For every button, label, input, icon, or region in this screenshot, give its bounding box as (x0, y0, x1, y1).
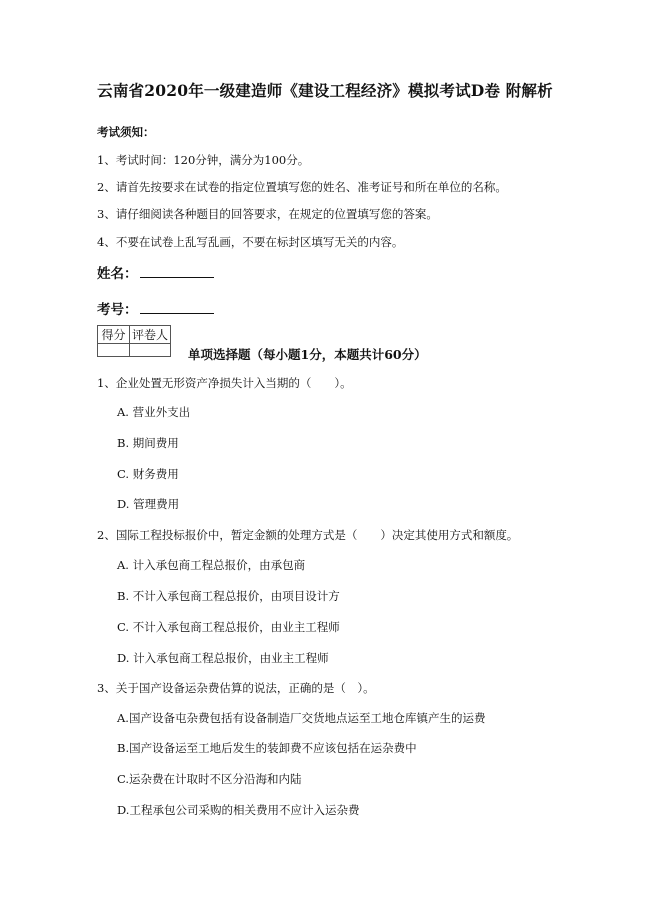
notice-item: 4、不要在试卷上乱写乱画，不要在标封区填写无关的内容。 (97, 235, 404, 249)
notice-heading: 考试须知： (97, 125, 155, 139)
option: C.运杂费在计取时不区分沿海和内陆 (117, 772, 302, 786)
id-label: 考号： (97, 302, 138, 318)
grader-cell[interactable] (130, 344, 171, 357)
id-field (97, 298, 214, 318)
option: C. 不计入承包商工程总报价，由业主工程师 (117, 620, 340, 634)
page-title: 云南省2020年一级建造师《建设工程经济》模拟考试D卷 附解析 (97, 81, 553, 100)
option: A. 计入承包商工程总报价，由承包商 (117, 558, 306, 572)
option: D. 计入承包商工程总报价，由业主工程师 (117, 651, 329, 665)
option: B. 不计入承包商工程总报价，由项目设计方 (117, 589, 340, 603)
option: C. 财务费用 (117, 467, 179, 481)
question-stem: 2、国际工程投标报价中，暂定金额的处理方式是（ ）决定其使用方式和额度。 (97, 528, 519, 542)
section-title: 单项选择题（每小题1分，本题共计60分） (188, 347, 427, 362)
option: B.国产设备运至工地后发生的装卸费不应该包括在运杂费中 (117, 741, 417, 755)
score-table (97, 325, 171, 357)
name-label: 姓名： (97, 266, 138, 282)
notice-item: 3、请仔细阅读各种题目的回答要求，在规定的位置填写您的答案。 (97, 207, 438, 221)
score-cell[interactable] (98, 344, 130, 357)
option: D. 管理费用 (117, 497, 180, 511)
name-field (97, 262, 214, 282)
grader-header: 评卷人 (130, 326, 171, 344)
option: D.工程承包公司采购的相关费用不应计入运杂费 (117, 803, 360, 817)
id-blank[interactable] (140, 301, 214, 314)
option: A. 营业外支出 (117, 405, 191, 419)
option: B. 期间费用 (117, 436, 179, 450)
score-header: 得分 (98, 326, 130, 344)
question-stem: 3、关于国产设备运杂费估算的说法，正确的是（ ）。 (97, 681, 375, 695)
name-blank[interactable] (140, 265, 214, 278)
notice-item: 1、考试时间：120分钟，满分为100分。 (97, 153, 310, 167)
option: A.国产设备屯杂费包括有设备制造厂交货地点运至工地仓库镇产生的运费 (117, 711, 486, 725)
question-stem: 1、企业处置无形资产净损失计入当期的（ ）。 (97, 376, 352, 390)
notice-item: 2、请首先按要求在试卷的指定位置填写您的姓名、准考证号和所在单位的名称。 (97, 180, 507, 194)
